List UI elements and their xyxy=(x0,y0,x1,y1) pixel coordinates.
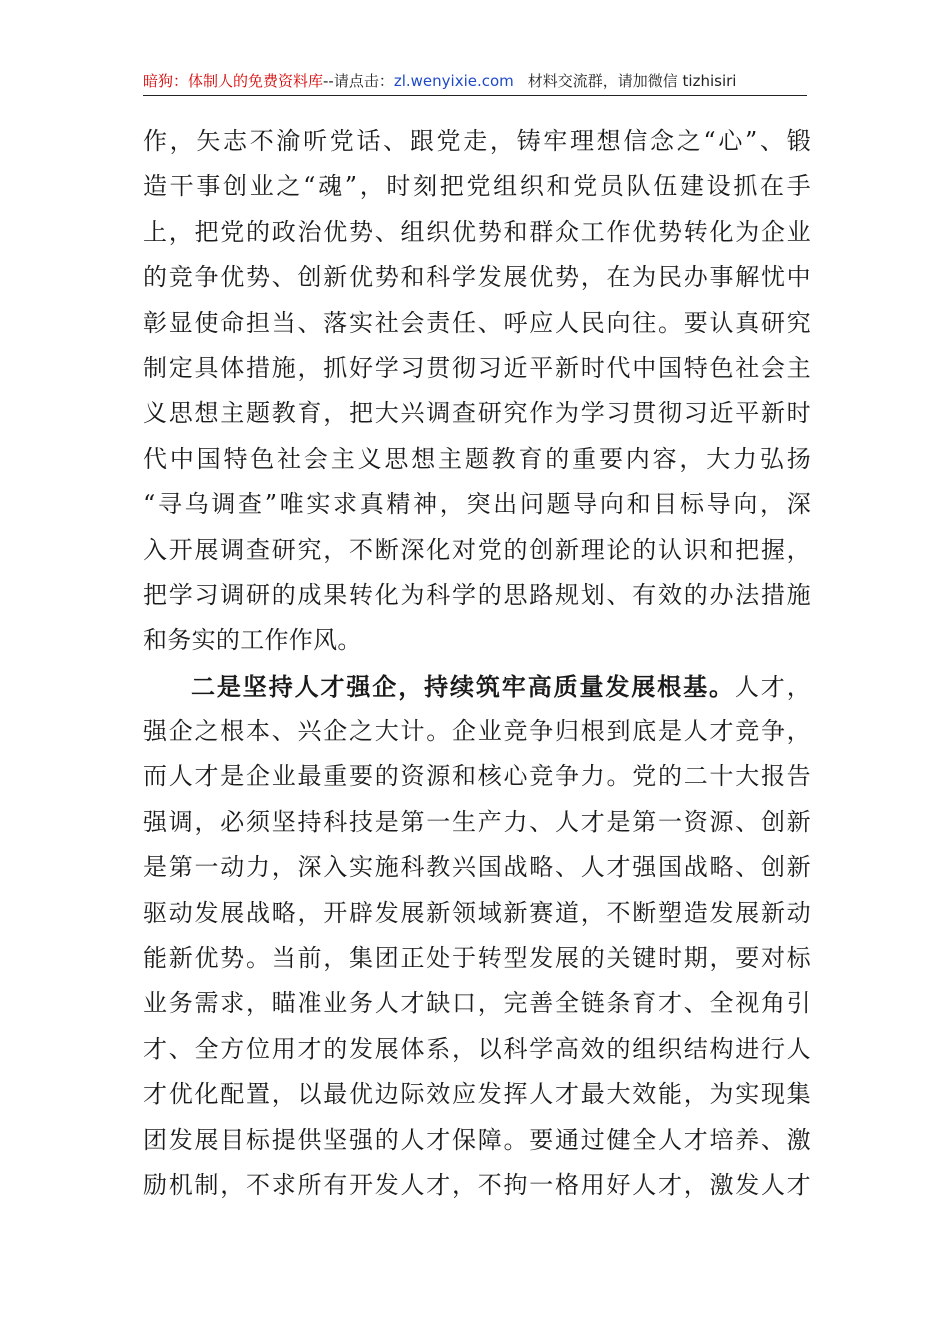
text-line: 才、全方位用才的发展体系，以科学高效的组织结构进行人 xyxy=(143,1034,811,1063)
text-line: 义思想主题教育，把大兴调查研究作为学习贯彻习近平新时 xyxy=(143,399,811,428)
contact-info: 材料交流群，请加微信 tizhisiri xyxy=(527,72,737,90)
text-line: 能新优势。当前，集团正处于转型发展的关键时期，要对标 xyxy=(143,944,811,973)
text-line: 才优化配置，以最优边际效应发挥人才最大效能，为实现集 xyxy=(143,1080,811,1109)
text-line: 代中国特色社会主义思想主题教育的重要内容，大力弘扬 xyxy=(143,444,811,473)
text-line: 制定具体措施，抓好学习贯彻习近平新时代中国特色社会主 xyxy=(143,353,811,382)
text-line: 造干事创业之“魂”，时刻把党组织和党员队伍建设抓在手 xyxy=(143,172,811,201)
text-line: 而人才是企业最重要的资源和核心竞争力。党的二十大报告 xyxy=(143,762,811,791)
text-line: 上，把党的政治优势、组织优势和群众工作优势转化为企业 xyxy=(143,217,811,246)
text-line: 和务实的工作作风。 xyxy=(143,626,362,655)
text-line: 把学习调研的成果转化为科学的思路规划、有效的办法措施 xyxy=(143,580,811,609)
text-line: 入开展调查研究，不断深化对党的创新理论的认识和把握， xyxy=(143,535,811,564)
text-line: 强调，必须坚持科技是第一生产力、人才是第一资源、创新 xyxy=(143,807,811,836)
text-line: 是第一动力，深入实施科教兴国战略、人才强国战略、创新 xyxy=(143,853,811,882)
document-body xyxy=(143,119,811,1208)
site-link[interactable]: zl.wenyixie.com xyxy=(393,72,514,90)
text-line: 强企之根本、兴企之大计。企业竞争归根到底是人才竞争， xyxy=(143,717,811,746)
page-header xyxy=(143,70,807,96)
text-line: 作，矢志不渝听党话、跟党走，铸牢理想信念之“心”、锻 xyxy=(143,127,811,155)
text-line: 团发展目标提供坚强的人才保障。要通过健全人才培养、激 xyxy=(143,1125,811,1154)
text-line: 励机制，不求所有开发人才，不拘一格用好人才，激发人才 xyxy=(143,1170,811,1199)
paragraph-heading: 二是坚持人才强企，持续筑牢高质量发展根基。 xyxy=(191,671,735,701)
text-line: “寻乌调查”唯实求真精神，突出问题导向和目标导向，深 xyxy=(143,490,811,519)
text-line: 驱动发展战略，开辟发展新领域新赛道，不断塑造发展新动 xyxy=(143,898,811,927)
text-line: 的竞争优势、创新优势和科学发展优势，在为民办事解忧中 xyxy=(143,263,811,292)
site-name: 暗狗：体制人的免费资料库 xyxy=(143,72,324,90)
paragraph-heading-line xyxy=(143,664,811,709)
text-line: 业务需求，瞄准业务人才缺口，完善全链条育才、全视角引 xyxy=(143,989,811,1018)
header-separator: --请点击： xyxy=(323,72,394,90)
text-line: 彰显使命担当、落实社会责任、呼应人民向往。要认真研究 xyxy=(143,308,811,337)
heading-line-rest: 人才， xyxy=(734,672,811,701)
